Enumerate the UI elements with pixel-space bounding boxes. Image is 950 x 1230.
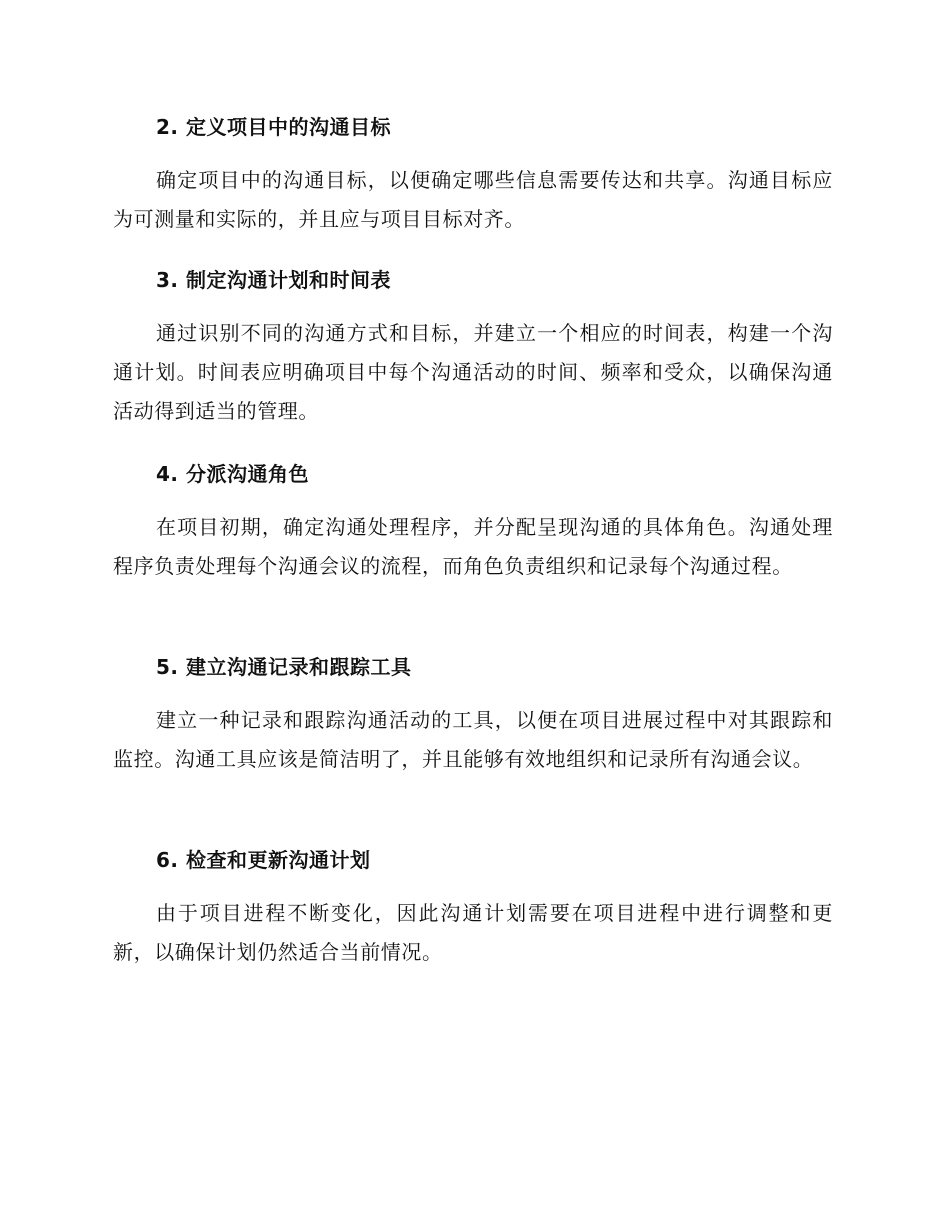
section-heading: 2. 定义项目中的沟通目标 (156, 115, 391, 139)
section-paragraph: 建立一种记录和跟踪沟通活动的工具，以便在项目进展过程中对其跟踪和监控。沟通工具应该是简洁明了，并且能够有效地组织和记录所有沟通会议。 (113, 708, 833, 771)
section-heading: 5. 建立沟通记录和跟踪工具 (156, 655, 412, 679)
section-heading: 3. 制定沟通计划和时间表 (156, 268, 391, 292)
section-paragraph: 在项目初期，确定沟通处理程序，并分配呈现沟通的具体角色。沟通处理程序负责处理每个沟通会议的流程，而角色负责组织和记录每个沟通过程。 (113, 515, 833, 578)
section-heading: 4. 分派沟通角色 (156, 462, 309, 486)
section-paragraph: 由于项目进程不断变化，因此沟通计划需要在项目进程中进行调整和更新，以确保计划仍然适合当前情况。 (113, 901, 833, 964)
section-paragraph: 通过识别不同的沟通方式和目标，并建立一个相应的时间表，构建一个沟通计划。时间表应明确项目中每个沟通活动的时间、频率和受众，以确保沟通活动得到适当的管理。 (113, 321, 833, 423)
section-heading: 6. 检查和更新沟通计划 (156, 848, 371, 872)
section-paragraph: 确定项目中的沟通目标，以便确定哪些信息需要传达和共享。沟通目标应为可测量和实际的，并且应与项目目标对齐。 (113, 168, 833, 231)
